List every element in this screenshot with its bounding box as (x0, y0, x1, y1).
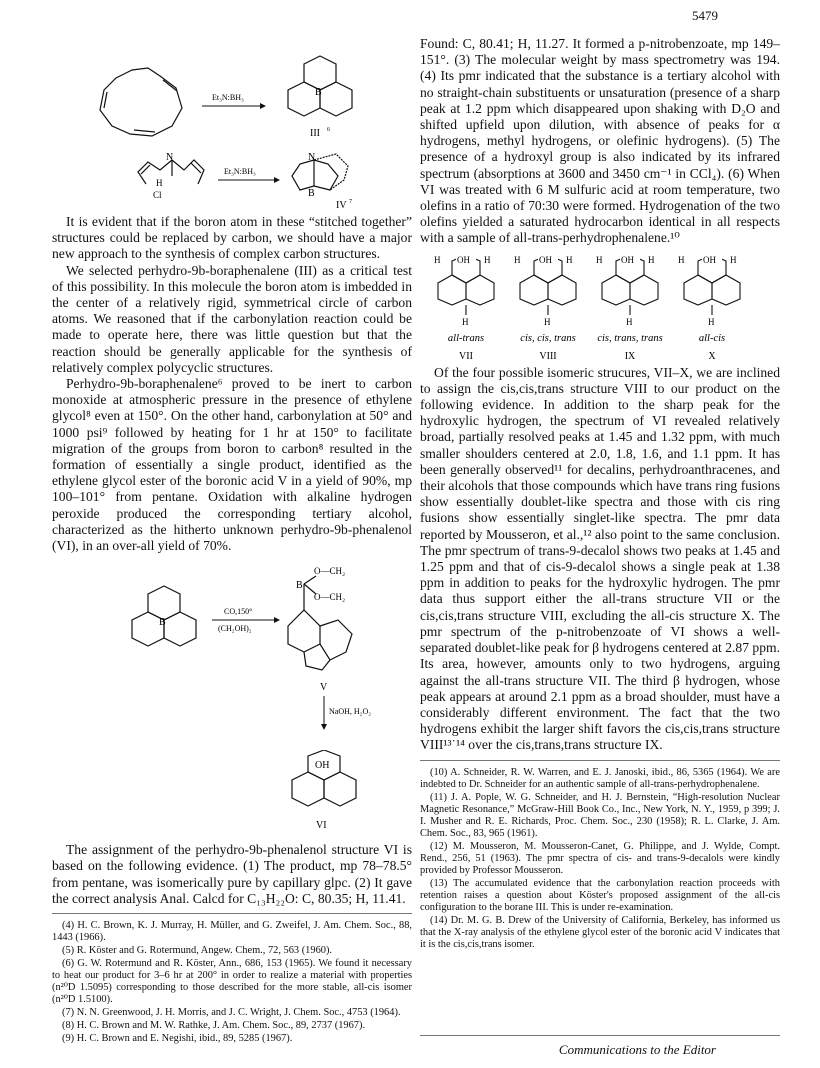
isomer-VIII-h-left: H (514, 254, 521, 265)
isomer-X-h-bottom: H (708, 316, 715, 327)
atom-cl-amine: Cl (153, 190, 162, 200)
ester-oxygen-2: O—CH₂ (314, 592, 346, 603)
paragraph-selected: We selected perhydro-9b-boraphenalene (III) as a critical test of this possibility. In this molecule the boron atom is imbedded in the center of a relatively rigid, symmetrical circle of carbon atoms. We reasoned that if the carbonylation reaction could be made to operate here, there was little question but that the reaction should be generally applicable for the synthesis of relatively complex polycyclic structures. (52, 262, 412, 375)
footnote-8: (8) H. C. Brown and M. W. Rathke, J. Am. Chem. Soc., 89, 2737 (1967). (62, 1020, 366, 1032)
paragraph-isomers: Of the four possible isomeric strucures, VII–X, we are inclined to assign the cis,cis,trans structure VIII to our product on the following evidence. In addition to the sharp peak for the hydroxylic hydrogen, the spectrum of VI revealed relatively broad, partially resolved peaks at 1.45 and 1.32 ppm, with much smaller shoulders centered at 2.0, 1.8, 1.6, and 1.1 ppm. It has been generally observed¹¹ for decalins, perhydroanthracenes, and their alcohols that those compounds which have trans ring fusions show essentially doublet-like spectra and those with cis ring fusions show essentially singlet-like spectra. The pmr data reported by Mousseron, et al.,¹² also point to the same conclusion. The pmr spectrum of trans-9-decalol shows two peaks at 1.45 and 1.25 ppm and that of cis-9-decalol shows a single peak at 1.38 ppm in addition to peaks for the hydroxylic hydrogen. The pmr data thus support either the all-trans structure VII or the cis,cis,trans structure VIII, excluding the all-cis structure X. The pmr spectrum of the p-nitrobenzoate of VI shows a well-separated doublet-like peak for β hydrogens centered at 2.87 ppm. Its area, however, amounts only to two hydrogens, arguing against the all-trans structure VII. The third β hydrogen, whose peak appears at around 2.1 ppm as a broad shoulder, must have a considerably different environment. The fact that the two hydrogens exhibit the larger shift favors the cis,cis,trans structure VIII¹³˙¹⁴ over the cis,trans,trans structure IX. (420, 364, 780, 753)
label-VI: VI (316, 820, 327, 832)
atom-n-IV: N (308, 152, 316, 163)
isomer-numeral-VIII: VIII (539, 350, 557, 362)
label-IV-ref: 7 (349, 199, 352, 205)
isomer-VIII-h-bottom: H (544, 316, 551, 327)
footnote-12: (12) M. Mousseron, M. Mousseron-Canet, G. Philippe, and J. Wylde, Compt. Rend., 256, 51 (1963). The pmr spectra of cis- and trans-9-decalols were kindly provided by Professor Mousseron. (420, 840, 780, 876)
label-IV: IV (336, 200, 347, 211)
footnote-6: (6) G. W. Rotermund and R. Köster, Ann., 686, 153 (1965). We found it necessary to heat our product for 3–6 hr at 200° in order to realize a material with properties (n²⁰D 1.5095) corresponding to those described for the more stable, all-cis isomer (n²⁰D 1.5100). (52, 958, 412, 1006)
diallylamine-structure (138, 160, 204, 184)
footnote-rule-left (52, 913, 412, 914)
isomer-IX-h-left: H (596, 254, 603, 265)
isomers-VII-X (420, 247, 780, 365)
paragraph-stitched: It is evident that if the boron atom in these “stitched together” structures could be replaced by carbon, we should have a major new approach to the synthesis of complex carbon structures. (52, 214, 412, 262)
starting-borane-structure (132, 586, 196, 646)
isomer-IX-h-bottom: H (626, 316, 633, 327)
isomer-name-IX: cis, trans, trans (597, 332, 663, 344)
isomer-VII-oh: OH (457, 254, 470, 265)
triene-ring-structure (100, 68, 182, 136)
isomer-VII-h-bottom: H (462, 316, 469, 327)
paragraph-found: Found: C, 80.41; H, 11.27. It formed a p-nitrobenzoate, mp 149–151°. (3) The molecular weight by mass spectrometry was 194. (4) Its pmr indicated that the substance is a tertiary alcohol with no straight-chain substituents or unsaturation (presence of a sharp peak at 1.2 ppm which disappeared upon shaking with D₂O and shifted upfield upon dilution, with absence of peaks for α hydrogens, methyl hydrogens, or olefinic hydrogens). (5) The presence of a hydroxyl group is also indicated by its infrared spectrum (absorptions at 3600 and 3450 cm⁻¹ in CCl₄). (6) When VI was treated with 6 M sulfuric acid at room temperature, two olefins in a ratio of 70:30 were formed. Hydrogenation of the two olefins yielded a saturated hydrocarbon identical in all respects with a sample of all-trans-perhydrophenalene.¹⁰ (420, 36, 780, 246)
isomer-name-VII: all-trans (447, 332, 485, 344)
atom-n-amine: N (166, 152, 174, 163)
isomer-name-VIII: cis, cis, trans (520, 332, 576, 344)
right-column (420, 36, 780, 952)
isomer-VIII-oh: OH (539, 254, 552, 265)
isomer-VIII-h-right: H (566, 254, 573, 265)
phenalenol-structure-VI (52, 750, 412, 842)
boraphenalene-structure (288, 56, 352, 116)
footnote-10: (10) A. Schneider, R. W. Warren, and E. J. Janoski, ibid., 86, 5365 (1964). We are indebted to Dr. Schneider for an authentic sample of all-trans-perhydrophenalene. (420, 766, 780, 790)
footnote-11: (11) J. A. Pople, W. G. Schneider, and H. J. Bernstein, “High-resolution Nuclear Magnetic Resonance,” McGraw-Hill Book Co., Inc., New York, N. Y., 1959, p 399; J. I. Musher and R. E. Richards, Proc. Chem. Soc., 230 (1958); R. L. Clarke, J. Am. Chem. Soc., 83, 965 (1961). (420, 791, 780, 839)
page-number: 5479 (692, 8, 718, 23)
isomer-numeral-X: X (708, 350, 716, 362)
footnote-14: (14) Dr. M. G. B. Drew of the University of California, Berkeley, has informed us that the X-ray analysis of the ethylene glycol ester of the boronic acid V indicates that it is the cis,cis,trans isomer. (420, 914, 780, 950)
reagent-co: CO,150° (224, 607, 253, 617)
isomer-VII-h-left: H (434, 254, 441, 265)
label-V: V (320, 682, 328, 694)
isomer-name-X: all-cis (698, 332, 726, 344)
atom-oh-VI: OH (315, 760, 330, 772)
amine-borane-structure (292, 154, 348, 190)
reagent-glycol: (CH₂OH)₂ (218, 624, 252, 634)
atom-b-start: B (159, 617, 166, 629)
footnote-9: (9) H. C. Brown and E. Negishi, ibid., 89, 5285 (1967). (62, 1033, 293, 1045)
paragraph-perhydro: Perhydro-9b-boraphenalene⁶ proved to be inert to carbon monoxide at atmospheric pressure in the presence of ethylene glycol⁸ even at 150°. On the other hand, carbonylation at 50° and 1000 psi⁹ followed by heating for 1 hr at 150° to facilitate migration of the groups from boron to carbon⁸ resulted in the formation of essentially a single product, identified as the ethylene glycol ester of the boronic acid V in a yield of 90%, mp 100–101° from pentane. Oxidation with alkaline hydrogen peroxide produced the corresponding tertiary alcohol, characterized as the hitherto unknown perhydro-9b-phenalenol (VI), in an over-all yield of 70%. (52, 376, 412, 554)
isomer-numeral-VII: VII (459, 350, 473, 362)
atom-b-IV: B (308, 188, 315, 199)
footer-rule (420, 1035, 780, 1036)
isomer-X-h-right: H (730, 254, 737, 265)
isomer-IX-h-right: H (648, 254, 655, 265)
isomer-VII-h-right: H (484, 254, 491, 265)
paragraph-assignment: The assignment of the perhydro-9b-phenalenol structure VI is based on the following evidence. (1) The product, mp 78–78.5° from pentane, was isomerically pure by capillary glpc. (2) It gave the correct analysis Anal. Calcd for C₁₃H₂₂O: C, 80.35; H, 11.41. (52, 842, 412, 906)
footnote-rule-right (420, 760, 780, 761)
atom-h-amine: H (156, 178, 163, 188)
left-column (52, 36, 412, 1046)
atom-b-III: B (315, 87, 322, 98)
isomer-X-oh: OH (703, 254, 716, 265)
atom-b-V: B (296, 580, 303, 592)
footnote-5: (5) R. Köster and G. Rotermund, Angew. Chem., 72, 563 (1960). (62, 945, 333, 957)
footer-section-title: Communications to the Editor (558, 1042, 716, 1057)
reagent-1: Et₃N:BH₃ (212, 93, 244, 102)
reagent-naoh: NaOH, H₂O₂ (329, 707, 372, 717)
scheme-carbonylation (52, 554, 412, 750)
footnote-4: (4) H. C. Brown, K. J. Murray, H. Müller, and G. Zweifel, J. Am. Chem. Soc., 88, 1443 (1966). (52, 920, 412, 944)
label-III-ref: 6 (327, 127, 330, 133)
footnote-7: (7) N. N. Greenwood, J. H. Morris, and J. C. Wright, J. Chem. Soc., 4753 (1964). (62, 1007, 401, 1019)
scheme-boraphenalene-formation (52, 36, 412, 214)
isomer-X-h-left: H (678, 254, 685, 265)
footnote-13: (13) The accumulated evidence that the carbonylation reaction proceeds with retention raises a question about Köster's proposed assignment of the all-cis configuration to the borane III. This is under re-examination. (420, 877, 780, 913)
reagent-2: Et₃N:BH₃ (224, 167, 256, 176)
ester-oxygen-1: O—CH₂ (314, 566, 346, 577)
isomer-IX-oh: OH (621, 254, 634, 265)
label-III: III (310, 128, 320, 139)
isomer-numeral-IX: IX (624, 350, 636, 362)
